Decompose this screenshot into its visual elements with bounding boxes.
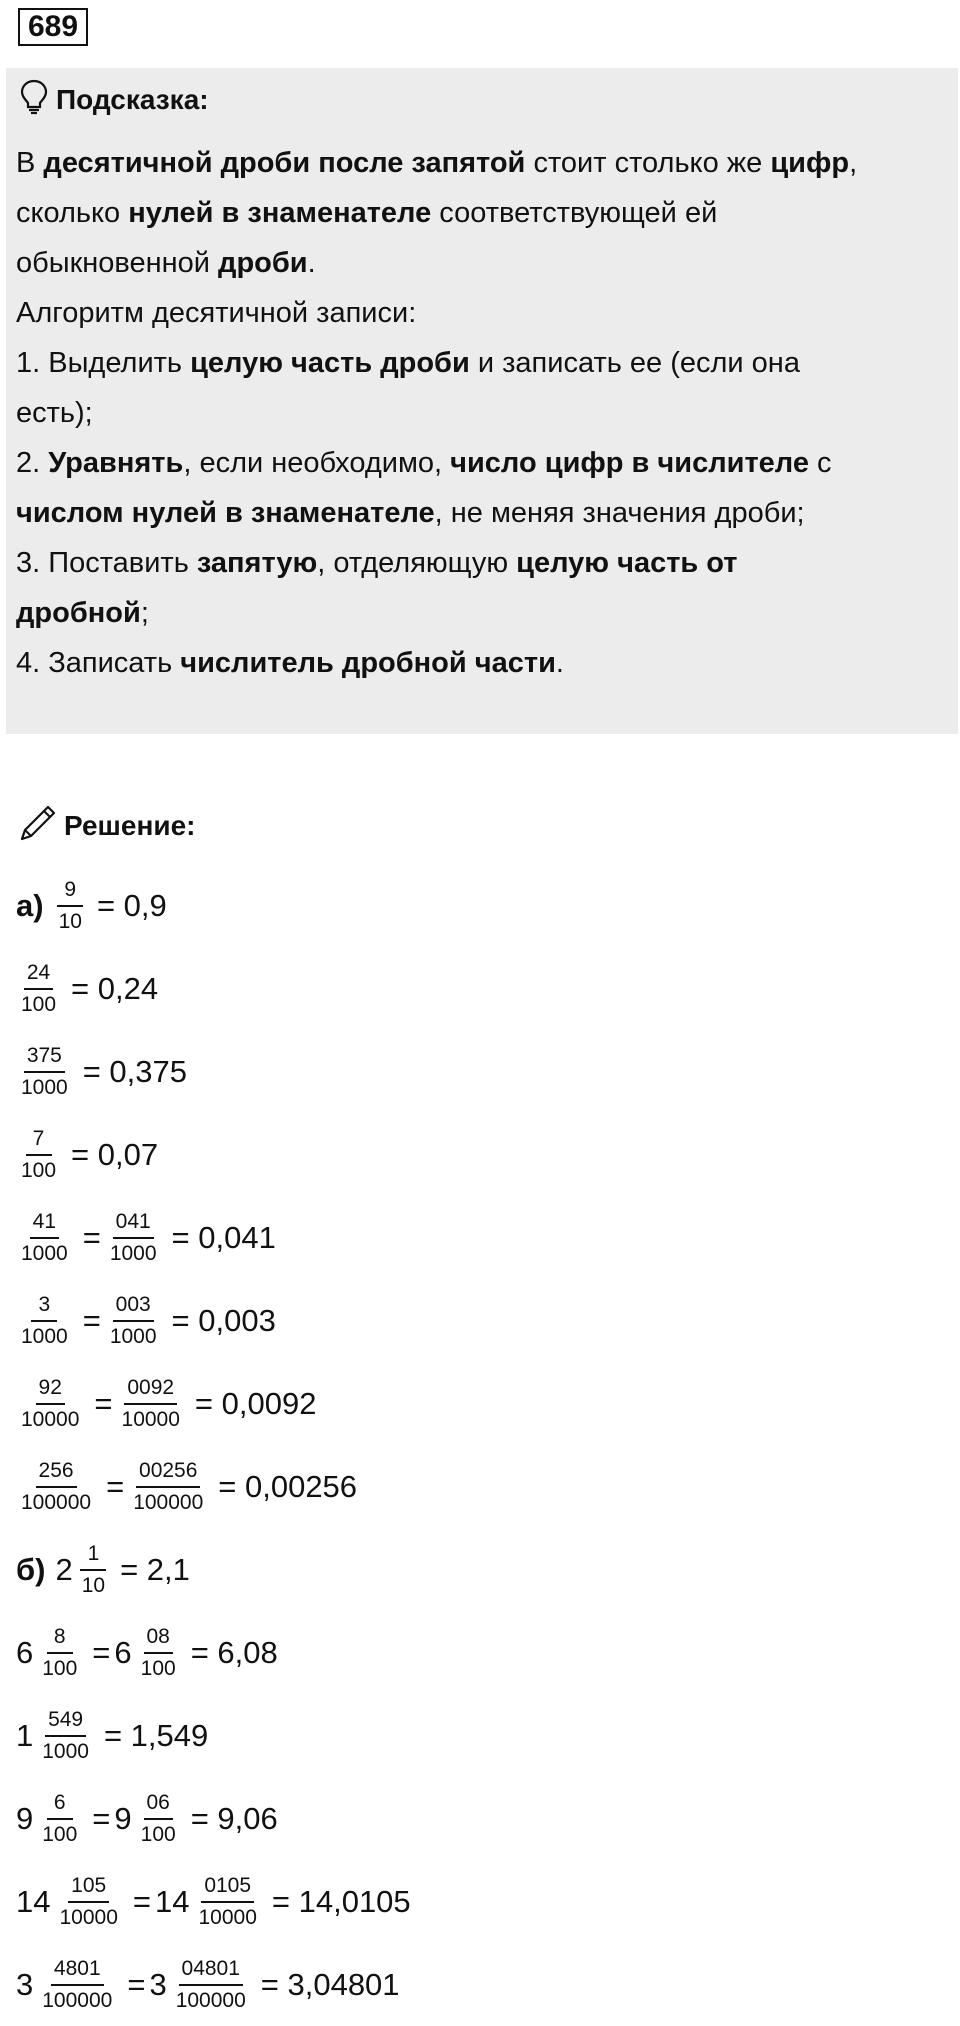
hint-text-run: В [16, 147, 44, 179]
hint-text-run: 2. [16, 447, 49, 479]
solution-row [16, 1279, 936, 1362]
hint-text-run: 1. Выделить [16, 347, 191, 379]
equation-text: = 6,08 [190, 1634, 278, 1670]
hint-line [16, 638, 946, 688]
hint-bold-text: нулей в знаменателе [128, 197, 432, 229]
solution-row [16, 1943, 936, 2026]
hint-bold-text: цифр [770, 147, 850, 179]
hint-text-run: Алгоритм десятичной записи: [16, 297, 417, 329]
numerator: 1 [80, 1542, 106, 1571]
solution-row [16, 1030, 936, 1113]
equation-text: = [92, 1634, 111, 1670]
solution-row [16, 1611, 936, 1694]
solution-row [16, 1196, 936, 1279]
hint-bold-text: десятичной дроби после запятой [43, 147, 526, 179]
hint-line [16, 138, 946, 188]
numerator: 9 [57, 878, 83, 907]
fraction [54, 1874, 122, 1930]
numerator: 549 [45, 1708, 86, 1737]
denominator: 1000 [109, 1241, 157, 1265]
numerator: 0105 [201, 1874, 254, 1903]
fraction [16, 1210, 73, 1266]
hint-bold-text: целую часть дроби [190, 347, 470, 379]
denominator: 100000 [42, 1988, 113, 2012]
whole-part: 14 [16, 1883, 51, 1919]
denominator: 1000 [21, 1075, 68, 1099]
numerator: 041 [113, 1210, 154, 1239]
equation-text: = 0,24 [71, 970, 159, 1006]
equation-text: = [106, 1468, 125, 1504]
fraction [171, 1957, 251, 2013]
fraction [54, 878, 87, 934]
hint-text-run: с [808, 447, 832, 479]
whole-part: 6 [114, 1634, 132, 1670]
solution-row [16, 864, 936, 947]
hint-text [16, 138, 946, 688]
equation-text: = 0,003 [171, 1302, 276, 1338]
numerator: 8 [47, 1625, 73, 1654]
hint-text-run: обыкновенной [16, 247, 219, 279]
hint-text-run: ; [140, 597, 149, 629]
lightbulb-icon [20, 79, 48, 122]
equation-text: = 0,375 [82, 1053, 188, 1089]
hint-line [16, 188, 946, 238]
fraction [16, 961, 61, 1017]
whole-part: 2 [55, 1551, 73, 1587]
fraction [37, 1625, 82, 1681]
hint-header [20, 80, 209, 120]
solution-row [16, 1362, 936, 1445]
solution-row [16, 1445, 936, 1528]
hint-text-run: . [307, 247, 316, 279]
hint-text-run: , отделяющую [317, 547, 517, 579]
hint-line [16, 338, 946, 388]
equation-text: = [132, 1883, 151, 1919]
fraction [117, 1376, 185, 1432]
hint-line [16, 288, 946, 338]
hint-text-run: , если необходимо, [183, 447, 451, 479]
numerator: 256 [36, 1459, 77, 1488]
whole-part: 9 [114, 1800, 132, 1836]
equation-text: = 0,00256 [218, 1468, 358, 1504]
hint-line [16, 588, 946, 638]
hint-text-run: соответствующей ей [431, 197, 718, 229]
item-label: б) [16, 1551, 46, 1587]
solution-row [16, 1777, 936, 1860]
denominator: 100 [140, 1822, 176, 1846]
hint-bold-text: числом нулей в знаменателе [16, 497, 435, 529]
equation-text: = [127, 1966, 146, 2002]
hint-bold-text: числитель дробной части [180, 647, 556, 679]
whole-part: 14 [155, 1883, 190, 1919]
fraction [16, 1044, 73, 1100]
solution-row [16, 947, 936, 1030]
equation-text: = 9,06 [190, 1800, 278, 1836]
fraction [105, 1293, 162, 1349]
denominator: 100 [21, 992, 57, 1016]
denominator: 100 [21, 1158, 57, 1182]
solution-row [16, 1528, 936, 1611]
hint-text-run: стоит столько же [525, 147, 771, 179]
numerator: 06 [144, 1791, 173, 1820]
denominator: 100000 [21, 1490, 92, 1514]
equation-text: = 0,0092 [194, 1385, 317, 1421]
denominator: 100 [42, 1656, 78, 1680]
hint-line [16, 538, 946, 588]
fraction [16, 1293, 73, 1349]
hint-bold-text: Уравнять [48, 447, 184, 479]
fraction [16, 1127, 61, 1183]
equation-text: = 2,1 [120, 1551, 190, 1587]
fraction [37, 1791, 82, 1847]
denominator: 100000 [175, 1988, 246, 2012]
denominator: 1000 [21, 1241, 68, 1265]
numerator: 7 [26, 1127, 52, 1156]
solution-header [18, 804, 195, 848]
numerator: 3 [31, 1293, 57, 1322]
fraction [136, 1625, 181, 1681]
numerator: 08 [144, 1625, 173, 1654]
numerator: 105 [68, 1874, 109, 1903]
denominator: 10000 [198, 1905, 257, 1929]
solution-body [16, 864, 936, 2026]
solution-title: Решение: [64, 810, 196, 841]
whole-part: 3 [149, 1966, 167, 2002]
fraction [37, 1957, 117, 2013]
denominator: 1000 [109, 1324, 157, 1348]
equation-text: = 0,041 [171, 1219, 276, 1255]
denominator: 10 [81, 1573, 106, 1597]
equation-text: = 1,549 [103, 1717, 209, 1753]
denominator: 100000 [133, 1490, 204, 1514]
task-number: 689 [18, 8, 88, 46]
item-label: а) [16, 887, 44, 923]
fraction [37, 1708, 94, 1764]
fraction [77, 1542, 110, 1598]
hint-line [16, 438, 946, 488]
hint-text-run: сколько [16, 197, 129, 229]
hint-line [16, 238, 946, 288]
equation-text: = [94, 1385, 113, 1421]
fraction [16, 1376, 84, 1432]
fraction [105, 1210, 162, 1266]
solution-row [16, 1694, 936, 1777]
hint-bold-text: запятую [196, 547, 318, 579]
hint-line [16, 488, 946, 538]
numerator: 6 [47, 1791, 73, 1820]
solution-row [16, 1860, 936, 1943]
denominator: 1000 [21, 1324, 68, 1348]
whole-part: 3 [16, 1966, 34, 2002]
equation-text: = 0,9 [96, 887, 167, 923]
equation-text: = [92, 1800, 111, 1836]
hint-bold-text: дроби [218, 247, 308, 279]
hint-title: Подсказка: [56, 84, 209, 115]
hint-text-run: . [555, 647, 564, 679]
fraction [193, 1874, 261, 1930]
denominator: 1000 [42, 1739, 89, 1763]
numerator: 00256 [136, 1459, 200, 1488]
numerator: 92 [36, 1376, 65, 1405]
equation-text: = 0,07 [71, 1136, 159, 1172]
equation-text: = [82, 1302, 101, 1338]
fraction [128, 1459, 208, 1515]
whole-part: 1 [16, 1717, 34, 1753]
hint-bold-text: число цифр в числителе [450, 447, 809, 479]
hint-bold-text: целую часть от [516, 547, 738, 579]
hint-text-run: 3. Поставить [16, 547, 197, 579]
whole-part: 9 [16, 1800, 34, 1836]
denominator: 10000 [59, 1905, 118, 1929]
equation-text: = 14,0105 [271, 1883, 411, 1919]
hint-text-run: и записать ее (если она [469, 347, 800, 379]
hint-panel [6, 68, 958, 734]
numerator: 41 [30, 1210, 59, 1239]
denominator: 10000 [121, 1407, 180, 1431]
denominator: 100 [140, 1656, 176, 1680]
denominator: 100 [42, 1822, 78, 1846]
hint-bold-text: дробной [16, 597, 141, 629]
fraction [16, 1459, 96, 1515]
hint-line [16, 388, 946, 438]
denominator: 10000 [21, 1407, 80, 1431]
denominator: 10 [58, 909, 82, 933]
hint-text-run: , не меняя значения дроби; [434, 497, 805, 529]
whole-part: 6 [16, 1634, 34, 1670]
numerator: 4801 [51, 1957, 104, 1986]
equation-text: = [82, 1219, 101, 1255]
numerator: 0092 [124, 1376, 177, 1405]
pencil-icon [18, 803, 58, 850]
equation-text: = 3,04801 [260, 1966, 400, 2002]
numerator: 375 [24, 1044, 65, 1073]
hint-text-run: есть); [16, 397, 93, 429]
numerator: 003 [113, 1293, 154, 1322]
solution-row [16, 1113, 936, 1196]
numerator: 04801 [179, 1957, 243, 1986]
hint-text-run: 4. Записать [16, 647, 181, 679]
hint-text-run: , [849, 147, 858, 179]
numerator: 24 [24, 961, 53, 990]
fraction [136, 1791, 181, 1847]
